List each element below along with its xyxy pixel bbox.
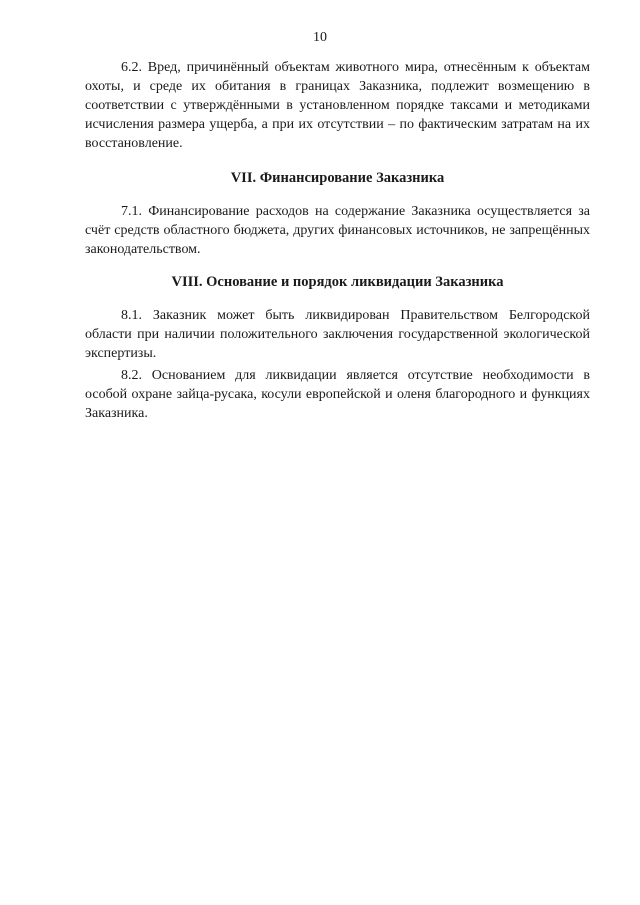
- section-heading-vii: VII. Финансирование Заказника: [230, 170, 445, 186]
- document-body: [85, 58, 590, 423]
- paragraph-7-1: 7.1. Финансирование расходов на содержание Заказника осуществляется за счёт средств областного бюджета, других финансовых источников, не запрещённых законодательством.: [85, 204, 590, 257]
- paragraph-6-2: 6.2. Вред, причинённый объектам животного мира, отнесённым к объектам охоты, и среде их обитания в границах Заказника, подлежит возмещению в соответствии с утверждёнными в установленном порядке таксами и методиками исчисления размера ущерба, а при их отсутствии – по фактическим затратам на их восстановление.: [85, 60, 590, 151]
- paragraph-8-1: 8.1. Заказник может быть ликвидирован Правительством Белгородской области при наличии положительного заключения государственной экологической экспертизы.: [85, 308, 590, 361]
- page-number: 10: [313, 30, 327, 45]
- paragraph-8-2: 8.2. Основанием для ликвидации является отсутствие необходимости в особой охране зайца-русака, косули европейской и оленя благородного и функциях Заказника.: [85, 368, 590, 421]
- section-heading-viii: VIII. Основание и порядок ликвидации Заказника: [171, 274, 504, 290]
